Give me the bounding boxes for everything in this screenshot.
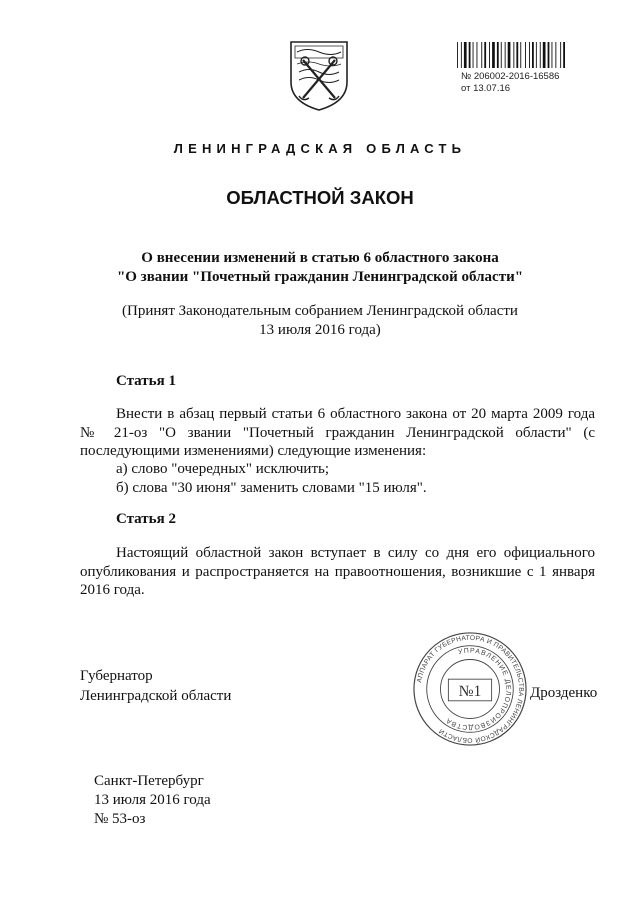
- stamp-outer-text: АППАРАТ ГУБЕРНАТОРА И ПРАВИТЕЛЬСТВА ЛЕНИНГРАДСКОЙ ОБЛАСТИ: [416, 634, 525, 744]
- article1-text: [80, 405, 595, 461]
- coat-of-arms-icon: [287, 38, 351, 112]
- barcode-icon: [456, 42, 566, 68]
- signing-place: Санкт-Петербург: [94, 773, 204, 789]
- law-title-line2: "О звании "Почетный гражданин Ленинградской области": [116, 269, 524, 285]
- registration-number: № 206002-2016-16586: [461, 71, 560, 82]
- article1-items: [116, 460, 427, 497]
- signing-details: [94, 772, 211, 829]
- list-item: б) слова "30 июня" заменить словами "15 июля".: [116, 479, 427, 496]
- list-item: а) слово "очередных" исключить;: [116, 461, 330, 477]
- adoption-note-line1: (Принят Законодательным собранием Ленинградской области: [122, 303, 518, 319]
- adoption-note: [80, 302, 560, 340]
- stamp-inner-text: УПРАВЛЕНИЕ ДЕЛОПРОИЗВОДСТВА: [444, 647, 512, 731]
- signatory-position: [80, 666, 231, 706]
- signatory-position-line1: Губернатор: [80, 668, 153, 684]
- registration-info: [461, 71, 559, 95]
- signing-date: 13 июля 2016 года: [94, 792, 211, 808]
- article2-paragraph: Настоящий областной закон вступает в силу со дня его официального опубликования и распространяется на правоотношения, возникшие с 1 января 2016 года.: [80, 545, 595, 598]
- article2-heading: Статья 2: [116, 511, 176, 527]
- stamp-center-number: №1: [458, 682, 482, 700]
- law-number: № 53-оз: [94, 811, 146, 827]
- article1-paragraph: Внести в абзац первый статьи 6 областного закона от 20 марта 2009 года № 21-оз "О звании "Почетный гражданин Ленинградской области" (с последующими изменениями) следующие изменения:: [80, 406, 595, 459]
- official-stamp-icon: [411, 630, 529, 748]
- registration-date: от 13.07.16: [461, 83, 511, 94]
- law-title-line1: О внесении изменений в статью 6 областного закона: [141, 250, 499, 266]
- law-title: [80, 249, 560, 287]
- signatory-name: Дрозденко: [530, 685, 598, 701]
- document-type: ОБЛАСТНОЙ ЗАКОН: [226, 187, 414, 208]
- article2-text: [80, 544, 595, 600]
- region-heading: ЛЕНИНГРАДСКАЯ ОБЛАСТЬ: [173, 141, 467, 156]
- article1-heading: Статья 1: [116, 373, 176, 389]
- signatory-position-line2: Ленинградской области: [80, 688, 232, 704]
- adoption-note-line2: 13 июля 2016 года): [259, 322, 381, 338]
